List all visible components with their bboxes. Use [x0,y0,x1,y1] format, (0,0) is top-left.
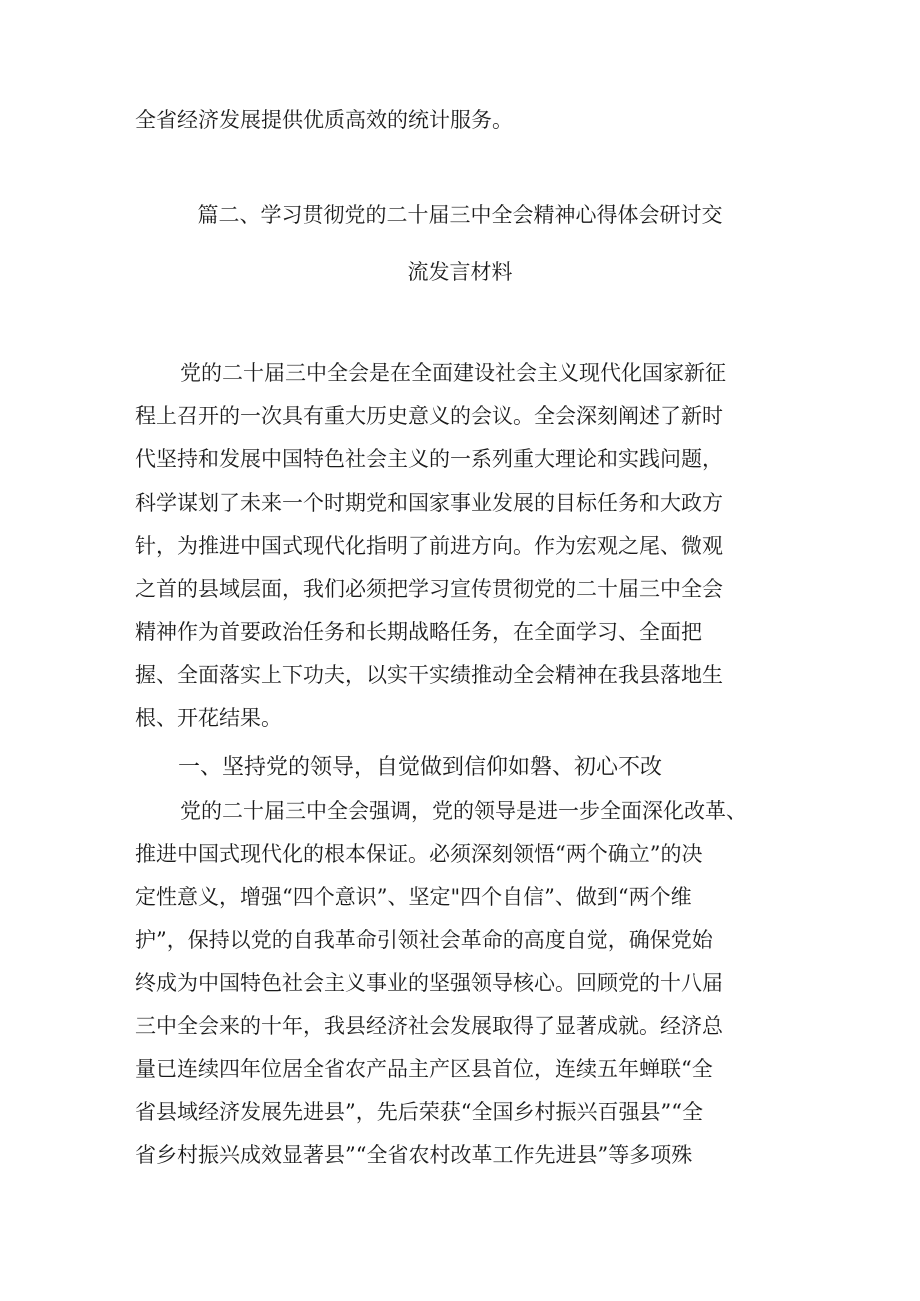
paragraph-line: 程上召开的一次具有重大历史意义的会议。全会深刻阐述了新时 [135,404,723,428]
paragraph-line: 定性意义，增强“四个意识”、坚定"四个自信”、做到“两个维 [135,885,692,909]
paragraph-line: 量已连续四年位居全省农产品主产区县首位，连续五年蝉联“全 [135,1057,713,1081]
paragraph-line: 党的二十届三中全会是在全面建设社会主义现代化国家新征 [180,361,726,385]
paragraph-line: 握、全面落实上下功夫，以实干实绩推动全会精神在我县落地生 [135,663,723,687]
paragraph-line: 推进中国式现代化的根本保证。必须深刻领悟“两个确立”的决 [135,842,703,866]
paragraph-line: 科学谋划了未来一个时期党和国家事业发展的目标任务和大政方 [135,491,723,515]
paragraph-line: 三中全会来的十年，我县经济社会发展取得了显著成就。经济总 [135,1014,723,1038]
paragraph-line: 护”，保持以党的自我革命引领社会革命的高度自觉，确保党始 [135,928,713,952]
section-heading-1: 一、坚持党的领导，自觉做到信仰如磐、初心不改 [178,755,663,780]
paragraph-line: 代坚持和发展中国特色社会主义的一系列重大理论和实践问题， [135,447,723,471]
paragraph-line: 针，为推进中国式现代化指明了前进方向。作为宏观之尾、微观 [135,534,723,558]
paragraph-line: 省乡村振兴成效显著县”“全省农村改革工作先进县”等多项殊 [135,1143,693,1167]
paragraph-line: 省县域经济发展先进县”，先后荣获“全国乡村振兴百强县”“全 [135,1100,703,1124]
paragraph-line: 精神作为首要政治任务和长期战略任务，在全面学习、全面把 [135,620,702,644]
paragraph-line: 党的二十届三中全会强调，党的领导是进一步全面深化改革、 [180,799,747,823]
document-title-line-2: 流发言材料 [407,260,513,284]
carryover-text-line: 全省经济发展提供优质高效的统计服务。 [135,108,513,132]
paragraph-line: 之首的县域层面，我们必须把学习宣传贯彻党的二十届三中全会 [135,577,723,601]
document-title-line-1: 篇二、学习贯彻党的二十届三中全会精神心得体会研讨交 [197,203,723,227]
paragraph-line: 根、开花结果。 [135,706,282,730]
paragraph-line: 终成为中国特色社会主义事业的坚强领导核心。回顾党的十八届 [135,971,723,995]
